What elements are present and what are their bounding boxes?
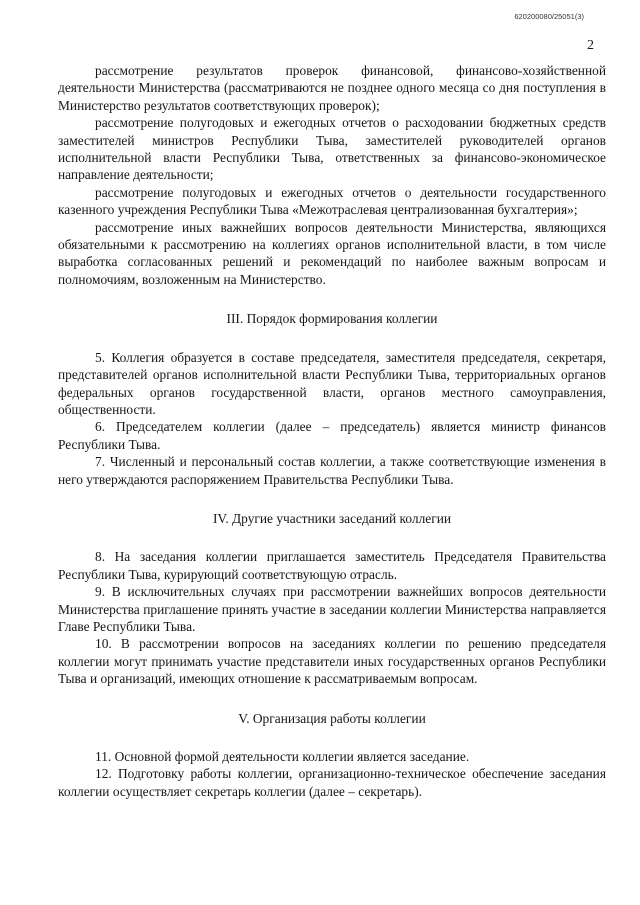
paragraph: 5. Коллегия образуется в составе председателя, заместителя председателя, секретаря, представителей органов исполнительной власти Республики Тыва, территориальных органов федеральных органов государственной власти, органов местного самоуправления, общественности. <box>58 349 606 417</box>
paragraph: рассмотрение результатов проверок финансовой, финансово-хозяйственной деятельности Министерства (рассматриваются не позднее одного месяца со дня поступления в Министерство результатов соответствующих проверок); <box>58 63 606 113</box>
paragraph: 11. Основной формой деятельности коллегии является заседание. <box>95 749 470 764</box>
section-heading-5: V. Организация работы коллегии <box>238 710 426 726</box>
page-number: 2 <box>587 38 594 53</box>
paragraph: 10. В рассмотрении вопросов на заседаниях коллегии по решению председателя коллегии могут принимать участие представители иных государственных органов Республики Тыва и организаций, имеющих отношение к рассматриваемым вопросам. <box>58 636 606 687</box>
paragraph: 8. На заседания коллегии приглашается заместитель Председателя Правительства Республики Тыва, курирующий соответствующую отрасль. <box>58 549 606 582</box>
paragraph: рассмотрение полугодовых и ежегодных отчетов о расходовании бюджетных средств заместителей министров Республики Тыва, заместителей руководителей органов исполнительной власти Республики Тыва, ответственных за финансово-экономическое направление деятельности; <box>58 115 606 183</box>
document-body <box>58 62 606 800</box>
section-heading-4: IV. Другие участники заседаний коллегии <box>212 510 452 526</box>
paragraph: 9. В исключительных случаях при рассмотрении важнейших вопросов деятельности Министерства приглашение принять участие в заседании коллегии Министерства направляется Главе Республики Тыва. <box>58 584 606 634</box>
paragraph: 7. Численный и персональный состав коллегии, а также соответствующие изменения в него утверждаются распоряжением Правительства Республики Тыва. <box>58 454 606 487</box>
paragraph: рассмотрение полугодовых и ежегодных отчетов о деятельности государственного казенного учреждения Республики Тыва «Межотраслевая централизованная бухгалтерия»; <box>58 184 606 218</box>
paragraph: рассмотрение иных важнейших вопросов деятельности Министерства, являющихся обязательными к рассмотрению на коллегиях органов исполнительной власти, в том числе выработка согласованных решений и рекомендаций по наиболее важным вопросам и полномочиям, возложенным на Министерство. <box>58 219 606 287</box>
section-heading-3: III. Порядок формирования коллегии <box>226 311 438 327</box>
paragraph: 6. Председателем коллегии (далее – председатель) является министр финансов Республики Тыва. <box>58 419 606 452</box>
paragraph: 12. Подготовку работы коллегии, организационно-техническое обеспечение заседания коллегии осуществляет секретарь коллегии (далее – секретарь). <box>58 766 606 799</box>
document-code: 620200080/25051(3) <box>514 12 584 21</box>
